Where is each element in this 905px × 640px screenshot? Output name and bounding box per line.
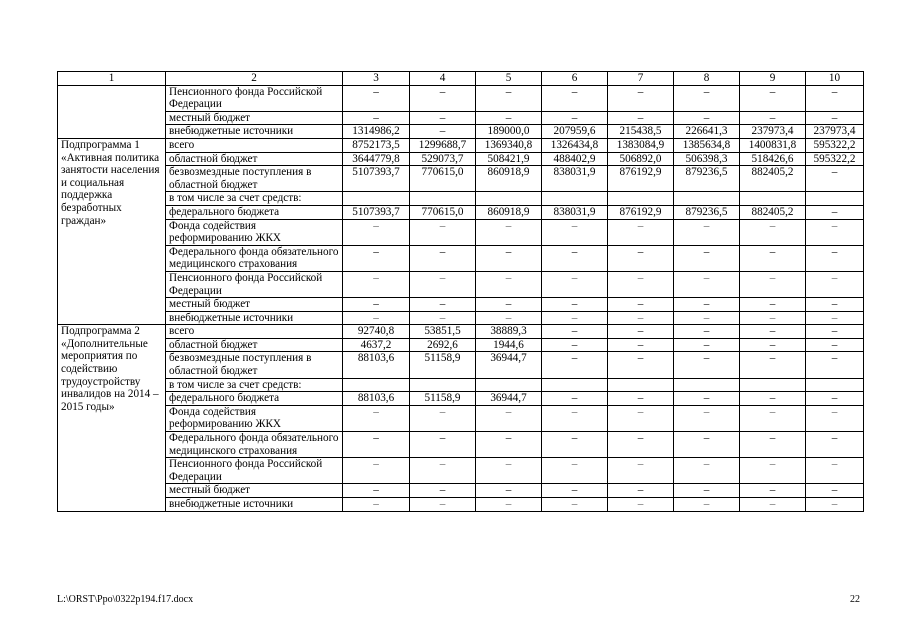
value-cell: –	[674, 432, 740, 458]
value-cell: –	[608, 219, 674, 245]
value-cell: –	[542, 498, 608, 512]
value-cell: –	[542, 352, 608, 378]
value-cell: –	[410, 432, 476, 458]
value-cell: –	[806, 352, 864, 378]
value-cell	[343, 192, 410, 206]
value-cell: –	[740, 338, 806, 352]
value-cell: 189000,0	[476, 125, 542, 139]
value-cell: –	[806, 338, 864, 352]
value-cell: 2692,6	[410, 338, 476, 352]
value-cell: –	[608, 405, 674, 431]
funding-source: Фонда содействия реформированию ЖКХ	[166, 405, 343, 431]
value-cell: –	[674, 338, 740, 352]
value-cell: –	[674, 484, 740, 498]
table-row	[58, 166, 864, 192]
column-header: 10	[806, 72, 864, 86]
value-cell: –	[740, 298, 806, 312]
value-cell: –	[806, 392, 864, 406]
table-row	[58, 378, 864, 392]
table-row	[58, 111, 864, 125]
value-cell: –	[542, 458, 608, 484]
table-row	[58, 271, 864, 297]
value-cell: –	[608, 311, 674, 325]
value-cell: –	[476, 271, 542, 297]
value-cell: –	[410, 125, 476, 139]
value-cell: 508421,9	[476, 152, 542, 166]
value-cell: 36944,7	[476, 352, 542, 378]
column-header: 5	[476, 72, 542, 86]
value-cell: –	[740, 111, 806, 125]
value-cell: –	[343, 219, 410, 245]
value-cell: –	[740, 392, 806, 406]
funding-source: Пенсионного фонда Российской Федерации	[166, 271, 343, 297]
value-cell: –	[542, 298, 608, 312]
value-cell: –	[806, 205, 864, 219]
value-cell	[476, 378, 542, 392]
budget-table	[57, 71, 864, 512]
value-cell: –	[806, 271, 864, 297]
value-cell: –	[806, 298, 864, 312]
value-cell: 876192,9	[608, 205, 674, 219]
value-cell: –	[608, 484, 674, 498]
value-cell: 51158,9	[410, 392, 476, 406]
value-cell: 1326434,8	[542, 138, 608, 152]
value-cell: 518426,6	[740, 152, 806, 166]
value-cell: 226641,3	[674, 125, 740, 139]
value-cell: –	[806, 325, 864, 339]
value-cell: –	[674, 85, 740, 111]
value-cell: 53851,5	[410, 325, 476, 339]
value-cell: 595322,2	[806, 138, 864, 152]
value-cell: –	[542, 338, 608, 352]
value-cell: –	[674, 405, 740, 431]
value-cell: –	[343, 245, 410, 271]
value-cell: –	[674, 352, 740, 378]
value-cell: –	[608, 352, 674, 378]
table-row	[58, 298, 864, 312]
funding-source: областной бюджет	[166, 152, 343, 166]
value-cell: –	[343, 85, 410, 111]
funding-source: внебюджетные источники	[166, 498, 343, 512]
table-row	[58, 192, 864, 206]
funding-source: безвозмездные поступления в областной бюджет	[166, 352, 343, 378]
value-cell: –	[608, 432, 674, 458]
value-cell: –	[806, 498, 864, 512]
value-cell: 4637,2	[343, 338, 410, 352]
value-cell: –	[476, 245, 542, 271]
value-cell: 92740,8	[343, 325, 410, 339]
value-cell	[806, 378, 864, 392]
value-cell: –	[806, 111, 864, 125]
value-cell: 36944,7	[476, 392, 542, 406]
value-cell: –	[542, 432, 608, 458]
value-cell: 1383084,9	[608, 138, 674, 152]
value-cell: –	[410, 298, 476, 312]
value-cell: 595322,2	[806, 152, 864, 166]
value-cell: –	[674, 219, 740, 245]
value-cell: 5107393,7	[343, 205, 410, 219]
value-cell: –	[343, 298, 410, 312]
value-cell: –	[542, 405, 608, 431]
value-cell: 770615,0	[410, 166, 476, 192]
table-row	[58, 245, 864, 271]
value-cell	[476, 192, 542, 206]
table-row	[58, 205, 864, 219]
value-cell: 88103,6	[343, 352, 410, 378]
value-cell: –	[476, 219, 542, 245]
funding-source: местный бюджет	[166, 484, 343, 498]
funding-source: в том числе за счет средств:	[166, 192, 343, 206]
value-cell: 506892,0	[608, 152, 674, 166]
value-cell: –	[410, 245, 476, 271]
value-cell: –	[343, 432, 410, 458]
value-cell: –	[608, 325, 674, 339]
value-cell: –	[476, 498, 542, 512]
value-cell: –	[608, 298, 674, 312]
value-cell	[674, 378, 740, 392]
value-cell: 88103,6	[343, 392, 410, 406]
table-row	[58, 458, 864, 484]
value-cell: –	[806, 219, 864, 245]
table-row	[58, 432, 864, 458]
program-label: Подпрограмма 2 «Дополнительные мероприятия по содействию трудоустройству инвалидов на 2014 – 2015 годы»	[58, 325, 166, 511]
value-cell: –	[608, 85, 674, 111]
funding-source: областной бюджет	[166, 338, 343, 352]
value-cell: –	[542, 484, 608, 498]
value-cell	[740, 192, 806, 206]
value-cell: –	[542, 311, 608, 325]
value-cell: 838031,9	[542, 166, 608, 192]
value-cell: –	[674, 245, 740, 271]
value-cell: –	[740, 245, 806, 271]
table-row	[58, 152, 864, 166]
value-cell: –	[410, 458, 476, 484]
value-cell	[674, 192, 740, 206]
program-label	[58, 85, 166, 138]
value-cell: –	[476, 298, 542, 312]
value-cell: –	[542, 325, 608, 339]
value-cell: –	[343, 311, 410, 325]
value-cell: –	[740, 432, 806, 458]
value-cell: –	[674, 392, 740, 406]
value-cell: –	[542, 219, 608, 245]
value-cell: –	[806, 484, 864, 498]
value-cell: 207959,6	[542, 125, 608, 139]
table-row	[58, 138, 864, 152]
page-number: 22	[850, 594, 860, 605]
value-cell: –	[608, 245, 674, 271]
value-cell: –	[740, 271, 806, 297]
value-cell: –	[674, 325, 740, 339]
value-cell: –	[476, 85, 542, 111]
funding-source: внебюджетные источники	[166, 125, 343, 139]
value-cell: 237973,4	[740, 125, 806, 139]
value-cell	[410, 378, 476, 392]
value-cell: –	[410, 498, 476, 512]
value-cell: 838031,9	[542, 205, 608, 219]
value-cell: –	[608, 271, 674, 297]
value-cell: –	[806, 432, 864, 458]
value-cell: –	[410, 311, 476, 325]
table-row	[58, 325, 864, 339]
value-cell: 506398,3	[674, 152, 740, 166]
value-cell: –	[674, 298, 740, 312]
column-header: 7	[608, 72, 674, 86]
table-row	[58, 219, 864, 245]
value-cell: –	[410, 111, 476, 125]
file-path: L:\ORST\Ppo\0322p194.f17.docx	[57, 594, 194, 605]
value-cell: 38889,3	[476, 325, 542, 339]
value-cell	[343, 378, 410, 392]
funding-source: Федерального фонда обязательного медицинского страхования	[166, 432, 343, 458]
value-cell: –	[542, 245, 608, 271]
funding-source: федерального бюджета	[166, 392, 343, 406]
value-cell: 1314986,2	[343, 125, 410, 139]
value-cell: –	[542, 392, 608, 406]
value-cell: 1400831,8	[740, 138, 806, 152]
value-cell: –	[542, 271, 608, 297]
value-cell: –	[740, 405, 806, 431]
value-cell: 882405,2	[740, 205, 806, 219]
value-cell: 1385634,8	[674, 138, 740, 152]
value-cell: –	[608, 338, 674, 352]
funding-source: внебюджетные источники	[166, 311, 343, 325]
funding-source: в том числе за счет средств:	[166, 378, 343, 392]
value-cell: 8752173,5	[343, 138, 410, 152]
value-cell: –	[542, 111, 608, 125]
table-row	[58, 311, 864, 325]
table-row	[58, 498, 864, 512]
value-cell: –	[608, 458, 674, 484]
funding-source: всего	[166, 138, 343, 152]
value-cell: –	[410, 484, 476, 498]
value-cell: –	[740, 311, 806, 325]
value-cell: 882405,2	[740, 166, 806, 192]
value-cell: –	[343, 498, 410, 512]
column-header: 2	[166, 72, 343, 86]
value-cell: –	[674, 458, 740, 484]
value-cell: –	[740, 219, 806, 245]
value-cell: 215438,5	[608, 125, 674, 139]
funding-source: федерального бюджета	[166, 205, 343, 219]
value-cell: 1944,6	[476, 338, 542, 352]
value-cell: –	[740, 352, 806, 378]
value-cell	[608, 192, 674, 206]
value-cell	[608, 378, 674, 392]
value-cell: –	[476, 111, 542, 125]
value-cell: –	[740, 484, 806, 498]
value-cell: –	[806, 245, 864, 271]
value-cell: –	[806, 458, 864, 484]
value-cell: –	[343, 111, 410, 125]
column-header: 1	[58, 72, 166, 86]
column-header: 8	[674, 72, 740, 86]
column-header: 6	[542, 72, 608, 86]
funding-source: Фонда содействия реформированию ЖКХ	[166, 219, 343, 245]
value-cell: –	[476, 311, 542, 325]
value-cell: –	[476, 405, 542, 431]
value-cell: –	[476, 432, 542, 458]
value-cell	[542, 192, 608, 206]
funding-source: всего	[166, 325, 343, 339]
header-row	[58, 72, 864, 86]
value-cell: –	[806, 311, 864, 325]
funding-source: местный бюджет	[166, 111, 343, 125]
value-cell: 488402,9	[542, 152, 608, 166]
value-cell: 860918,9	[476, 205, 542, 219]
value-cell: –	[343, 271, 410, 297]
value-cell: –	[608, 111, 674, 125]
funding-source: Пенсионного фонда Российской Федерации	[166, 458, 343, 484]
value-cell: –	[476, 484, 542, 498]
funding-source: Федерального фонда обязательного медицинского страхования	[166, 245, 343, 271]
column-header: 9	[740, 72, 806, 86]
value-cell: –	[674, 311, 740, 325]
value-cell: –	[343, 458, 410, 484]
value-cell: 879236,5	[674, 166, 740, 192]
table-row	[58, 125, 864, 139]
column-header: 4	[410, 72, 476, 86]
value-cell: –	[476, 458, 542, 484]
value-cell: –	[343, 484, 410, 498]
value-cell: –	[542, 85, 608, 111]
value-cell: 876192,9	[608, 166, 674, 192]
value-cell	[410, 192, 476, 206]
value-cell: 3644779,8	[343, 152, 410, 166]
value-cell: 1299688,7	[410, 138, 476, 152]
funding-source: местный бюджет	[166, 298, 343, 312]
value-cell: 237973,4	[806, 125, 864, 139]
value-cell: 51158,9	[410, 352, 476, 378]
value-cell: –	[740, 458, 806, 484]
column-header: 3	[343, 72, 410, 86]
value-cell: 860918,9	[476, 166, 542, 192]
value-cell: –	[806, 405, 864, 431]
value-cell: –	[608, 498, 674, 512]
funding-source: Пенсионного фонда Российской Федерации	[166, 85, 343, 111]
table-row	[58, 484, 864, 498]
funding-source: безвозмездные поступления в областной бюджет	[166, 166, 343, 192]
table-row	[58, 392, 864, 406]
value-cell: 770615,0	[410, 205, 476, 219]
value-cell: –	[740, 85, 806, 111]
value-cell	[542, 378, 608, 392]
value-cell: –	[674, 271, 740, 297]
value-cell: 1369340,8	[476, 138, 542, 152]
program-label: Подпрограмма 1 «Активная политика занятости населения и социальная поддержка безработных граждан»	[58, 138, 166, 324]
value-cell: 529073,7	[410, 152, 476, 166]
value-cell: –	[410, 405, 476, 431]
value-cell: –	[410, 85, 476, 111]
value-cell: –	[608, 392, 674, 406]
value-cell: 5107393,7	[343, 166, 410, 192]
table-row	[58, 85, 864, 111]
value-cell: –	[410, 271, 476, 297]
value-cell: –	[343, 405, 410, 431]
table-row	[58, 405, 864, 431]
value-cell: –	[410, 219, 476, 245]
value-cell	[806, 192, 864, 206]
value-cell: –	[740, 325, 806, 339]
value-cell	[740, 378, 806, 392]
value-cell: –	[806, 166, 864, 192]
table-row	[58, 352, 864, 378]
value-cell: –	[806, 85, 864, 111]
value-cell: 879236,5	[674, 205, 740, 219]
value-cell: –	[674, 498, 740, 512]
value-cell: –	[740, 498, 806, 512]
table-row	[58, 338, 864, 352]
value-cell: –	[674, 111, 740, 125]
